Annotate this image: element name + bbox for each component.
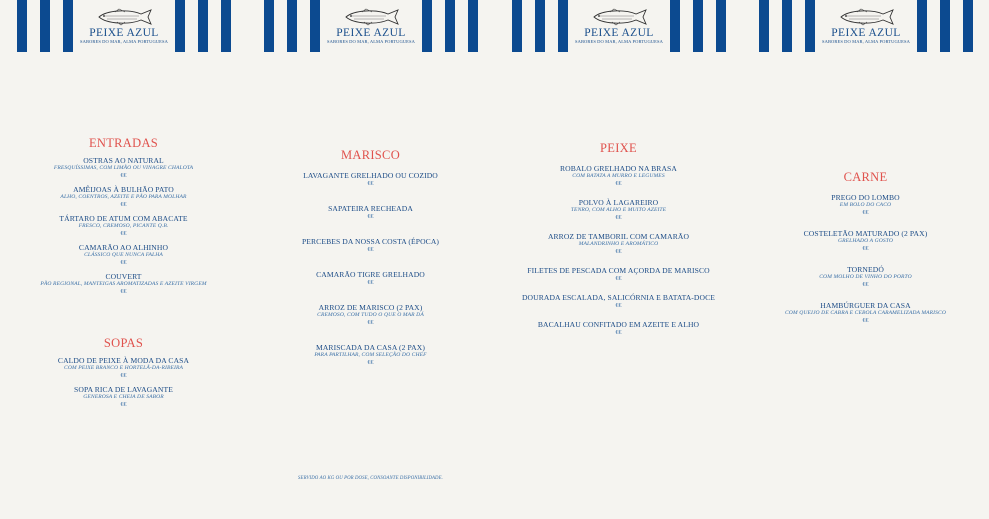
item-price: €€ bbox=[367, 214, 374, 220]
section-title: MARISCO bbox=[340, 148, 401, 162]
page-header bbox=[495, 0, 742, 52]
menu-item bbox=[0, 356, 247, 380]
item-price: €€ bbox=[367, 181, 374, 187]
item-price: €€ bbox=[615, 303, 622, 309]
item-name: FILETES DE PESCADA COM AÇORDA DE MARISCO bbox=[527, 266, 710, 275]
section-marisco bbox=[247, 148, 494, 367]
menu-item bbox=[247, 204, 494, 221]
brand-tagline: SABORES DO MAR, ALMA PORTUGUESA bbox=[327, 39, 415, 44]
item-name: MARISCADA DA CASA (2 PAX) bbox=[316, 343, 425, 352]
stripe bbox=[17, 0, 27, 52]
item-desc: CREMOSO, COM TUDO O QUE O MAR DÁ bbox=[317, 312, 424, 318]
section-carne bbox=[742, 170, 989, 325]
item-desc: COM PEIXE BRANCO E HORTELÃ-DA-RIBEIRA bbox=[64, 365, 183, 371]
brand-block bbox=[806, 8, 926, 45]
item-name: LAVAGANTE GRELHADO OU COZIDO bbox=[303, 171, 438, 180]
stripe bbox=[716, 0, 726, 52]
menu-page-1 bbox=[0, 0, 247, 519]
item-price: €€ bbox=[367, 247, 374, 253]
brand-name: PEIXE AZUL bbox=[584, 27, 654, 39]
item-name: BACALHAU CONFITADO EM AZEITE E ALHO bbox=[537, 320, 700, 329]
item-name: HAMBÚRGUER DA CASA bbox=[820, 301, 911, 310]
menu-page-3 bbox=[495, 0, 742, 519]
item-name: POLVO À LAGAREIRO bbox=[578, 198, 659, 207]
page-header bbox=[0, 0, 247, 52]
item-price: €€ bbox=[120, 289, 127, 295]
brand-tagline: SABORES DO MAR, ALMA PORTUGUESA bbox=[822, 39, 910, 44]
menu-item bbox=[742, 229, 989, 253]
item-name: TORNEDÓ bbox=[847, 265, 884, 274]
brand-tagline: SABORES DO MAR, ALMA PORTUGUESA bbox=[575, 39, 663, 44]
item-desc: MALANDRINHO E AROMÁTICO bbox=[578, 241, 659, 247]
item-desc: COM BATATA A MURRO E LEGUMES bbox=[572, 173, 665, 179]
item-name: OSTRAS AO NATURAL bbox=[83, 156, 164, 165]
item-desc: CLÁSSICO QUE NUNCA FALHA bbox=[84, 252, 163, 258]
menu-item bbox=[0, 156, 247, 180]
brand-block bbox=[311, 8, 431, 45]
menu-item bbox=[247, 303, 494, 327]
menu-item bbox=[515, 232, 722, 256]
menu-page-2 bbox=[247, 0, 494, 519]
item-price: €€ bbox=[615, 181, 622, 187]
stripe bbox=[535, 0, 545, 52]
stripe bbox=[221, 0, 231, 52]
menu-item bbox=[515, 266, 722, 283]
item-desc: FRESCO, CREMOSO, PICANTE Q.B. bbox=[78, 223, 169, 229]
stripe bbox=[287, 0, 297, 52]
menu-item bbox=[0, 214, 247, 238]
stripe bbox=[468, 0, 478, 52]
item-desc: PARA PARTILHAR, COM SELEÇÃO DO CHEF bbox=[314, 352, 427, 358]
stripe bbox=[963, 0, 973, 52]
stripe bbox=[512, 0, 522, 52]
stripe bbox=[264, 0, 274, 52]
item-price: €€ bbox=[120, 373, 127, 379]
menu-item bbox=[247, 237, 494, 254]
fish-icon bbox=[837, 8, 895, 26]
menu-item bbox=[0, 385, 247, 409]
menu-item bbox=[515, 164, 722, 188]
item-desc: FRESQUÍSSIMAS, COM LIMÃO OU VINAGRE CHALOTA bbox=[53, 165, 194, 171]
brand-tagline: SABORES DO MAR, ALMA PORTUGUESA bbox=[80, 39, 168, 44]
item-price: €€ bbox=[615, 249, 622, 255]
item-price: €€ bbox=[862, 318, 869, 324]
fish-icon bbox=[590, 8, 648, 26]
item-desc: GENEROSA E CHEIA DE SABOR bbox=[83, 394, 164, 400]
item-price: €€ bbox=[615, 215, 622, 221]
stripe bbox=[782, 0, 792, 52]
footnote: SERVIDO AO KG OU POR DOSE, CONSOANTE DISPONIBILIDADE. bbox=[298, 476, 443, 481]
menu-item bbox=[742, 265, 989, 289]
menu-item bbox=[247, 270, 494, 287]
section-title: CARNE bbox=[843, 170, 888, 184]
brand-block bbox=[64, 8, 184, 45]
item-price: €€ bbox=[120, 202, 127, 208]
menu-item bbox=[515, 320, 722, 337]
item-name: AMÊIJOAS À BULHÃO PATO bbox=[73, 185, 174, 194]
item-price: €€ bbox=[120, 402, 127, 408]
page-header bbox=[742, 0, 989, 52]
item-price: €€ bbox=[120, 173, 127, 179]
stripe bbox=[759, 0, 769, 52]
section-title: ENTRADAS bbox=[88, 136, 159, 150]
menu-item bbox=[0, 243, 247, 267]
page-header bbox=[247, 0, 494, 52]
fish-icon bbox=[342, 8, 400, 26]
item-name: CAMARÃO AO ALHINHO bbox=[78, 243, 169, 252]
menu-page-4 bbox=[742, 0, 989, 519]
menu-item bbox=[515, 293, 722, 310]
section-entradas bbox=[0, 136, 247, 296]
item-price: €€ bbox=[862, 246, 869, 252]
stripe bbox=[693, 0, 703, 52]
item-desc: COM QUEIJO DE CABRA E CEBOLA CARAMELIZADA MARISCO bbox=[784, 310, 947, 316]
item-desc: PÃO REGIONAL, MANTEIGAS AROMATIZADAS E AZEITE VIRGEM bbox=[40, 281, 207, 287]
fish-icon bbox=[95, 8, 153, 26]
item-price: €€ bbox=[120, 231, 127, 237]
stripe bbox=[40, 0, 50, 52]
item-price: €€ bbox=[120, 260, 127, 266]
item-name: COUVERT bbox=[105, 272, 142, 281]
brand-block bbox=[559, 8, 679, 45]
item-name: ARROZ DE TAMBORIL COM CAMARÃO bbox=[547, 232, 690, 241]
section-title: SOPAS bbox=[103, 336, 144, 350]
item-desc: TENRO, COM ALHO E MUITO AZEITE bbox=[570, 207, 667, 213]
item-price: €€ bbox=[367, 360, 374, 366]
menu-item bbox=[742, 193, 989, 217]
item-price: €€ bbox=[862, 282, 869, 288]
item-name: PERCEBES DA NOSSA COSTA (ÉPOCA) bbox=[301, 237, 440, 246]
item-name: ROBALO GRELHADO NA BRASA bbox=[560, 164, 677, 173]
item-name: CAMARÃO TIGRE GRELHADO bbox=[316, 270, 425, 279]
item-price: €€ bbox=[367, 320, 374, 326]
item-name: SAPATEIRA RECHEADA bbox=[328, 204, 413, 213]
item-price: €€ bbox=[862, 210, 869, 216]
brand-name: PEIXE AZUL bbox=[89, 27, 159, 39]
menu-item bbox=[247, 171, 494, 188]
brand-name: PEIXE AZUL bbox=[831, 27, 901, 39]
item-name: CALDO DE PEIXE À MODA DA CASA bbox=[57, 356, 190, 365]
item-desc: EM BOLO DO CACO bbox=[839, 202, 892, 208]
stripe bbox=[198, 0, 208, 52]
item-price: €€ bbox=[615, 330, 622, 336]
item-desc: COM MOLHO DE VINHO DO PORTO bbox=[819, 274, 912, 280]
menu-item bbox=[515, 198, 722, 222]
section-peixe bbox=[515, 141, 722, 337]
item-name: TÁRTARO DE ATUM COM ABACATE bbox=[59, 214, 188, 223]
menu-item bbox=[742, 301, 989, 325]
item-name: COSTELETÃO MATURADO (2 PAX) bbox=[803, 229, 928, 238]
item-price: €€ bbox=[615, 276, 622, 282]
item-name: ARROZ DE MARISCO (2 PAX) bbox=[318, 303, 423, 312]
section-sopas bbox=[0, 336, 247, 409]
menu-item bbox=[0, 272, 247, 296]
brand-name: PEIXE AZUL bbox=[336, 27, 406, 39]
item-name: DOURADA ESCALADA, SALICÓRNIA E BATATA-DOCE bbox=[521, 293, 716, 302]
item-name: PREGO DO LOMBO bbox=[831, 193, 900, 202]
item-desc: ALHO, COENTROS, AZEITE E PÃO PARA MOLHAR bbox=[60, 194, 187, 200]
item-name: SOPA RICA DE LAVAGANTE bbox=[74, 385, 173, 394]
item-price: €€ bbox=[367, 280, 374, 286]
menu-item bbox=[0, 185, 247, 209]
stripe bbox=[445, 0, 455, 52]
stripe bbox=[940, 0, 950, 52]
section-title: PEIXE bbox=[600, 141, 637, 155]
menu-item bbox=[247, 343, 494, 367]
item-desc: GRELHADO A GOSTO bbox=[837, 238, 894, 244]
